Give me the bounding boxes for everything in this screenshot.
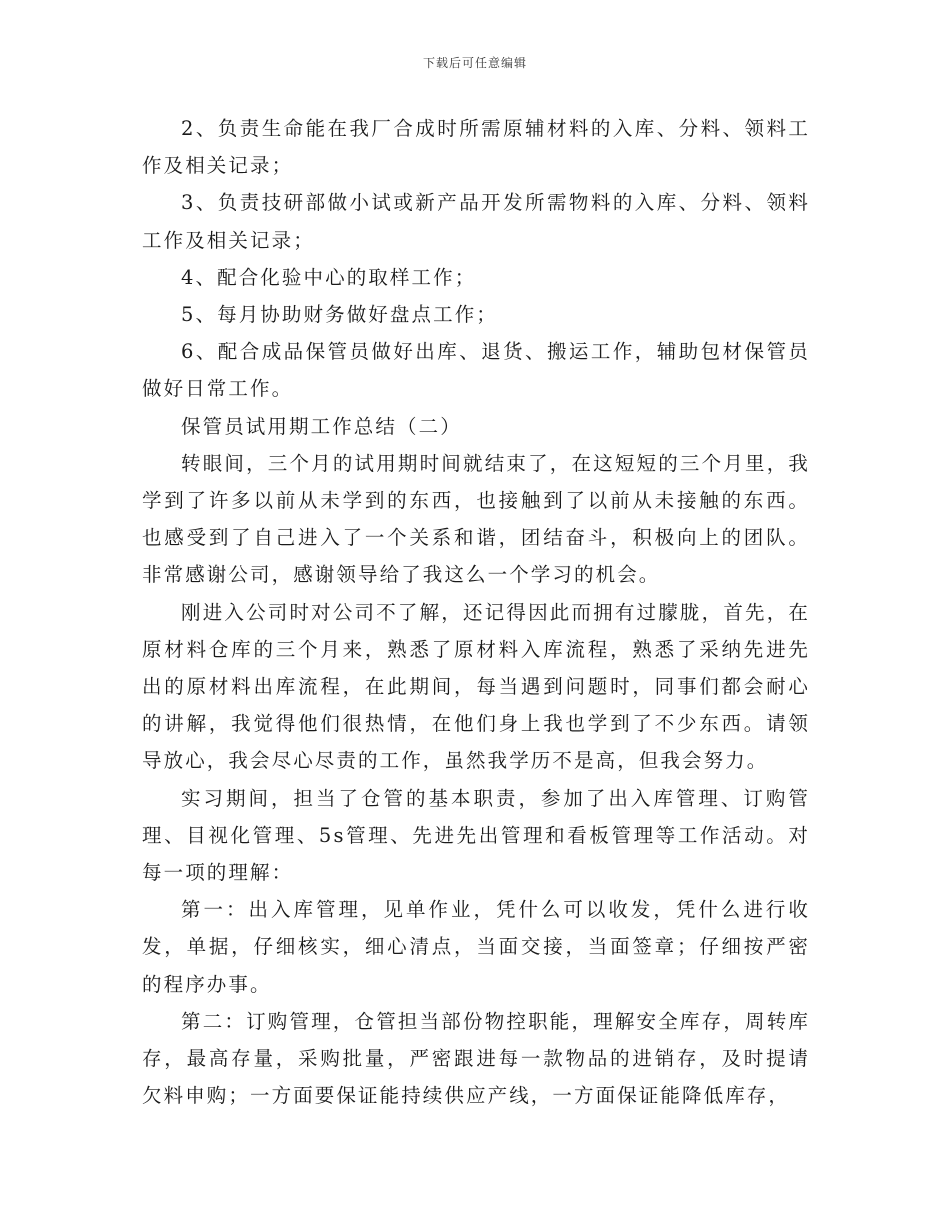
section-title: 保管员试用期工作总结（二） [181,414,462,438]
paragraph-second: 第二：订购管理，仓管担当部份物控职能，理解安全库存，周转库存，最高存量，采购批量，严密跟进每一款物品的进销存，及时提请欠料申购；一方面要保证能持续供应产线，一方面保证能降低库存， [142,1009,810,1108]
page-header: 下载后可任意编辑 [422,56,527,70]
paragraph-onboarding: 刚进入公司时对公司不了解，还记得因此而拥有过朦胧，首先，在原材料仓库的三个月来，熟悉了原材料入库流程，熟悉了采纳先进先出的原材料出库流程，在此期间，每当遇到问题时，同事们都会耐心的讲解，我觉得他们很热情，在他们身上我也学到了不少东西。请领导放心，我会尽心尽责的工作，虽然我学历不是高，但我会努力。 [142,600,810,773]
paragraph-item-2: 2、负责生命能在我厂合成时所需原辅材料的入库、分料、领料工作及相关记录； [142,117,810,178]
document-body [142,110,810,1114]
paragraph-first: 第一：出入库管理，见单作业，凭什么可以收发，凭什么进行收发，单据，仔细核实，细心清点，当面交接，当面签章；仔细按严密的程序办事。 [142,898,810,996]
paragraph-item-3: 3、负责技研部做小试或新产品开发所需物料的入库、分料、领料工作及相关记录； [142,191,810,252]
paragraph-item-6: 6、配合成品保管员做好出库、退货、搬运工作，辅助包材保管员做好日常工作。 [142,340,810,401]
paragraph-item-4: 4、配合化验中心的取样工作； [181,265,477,289]
paragraph-duties: 实习期间，担当了仓管的基本职责，参加了出入库管理、订购管理、目视化管理、5s管理、先进先出管理和看板管理等工作活动。对每一项的理解： [142,786,810,885]
paragraph-item-5: 5、每月协助财务做好盘点工作； [181,303,498,327]
paragraph-intro: 转眼间，三个月的试用期时间就结束了，在这短短的三个月里，我学到了许多以前从未学到的东西，也接触到了以前从未接触的东西。也感受到了自己进入了一个关系和谐，团结奋斗，积极向上的团队。非常感谢公司，感谢领导给了我这么一个学习的机会。 [142,451,810,587]
